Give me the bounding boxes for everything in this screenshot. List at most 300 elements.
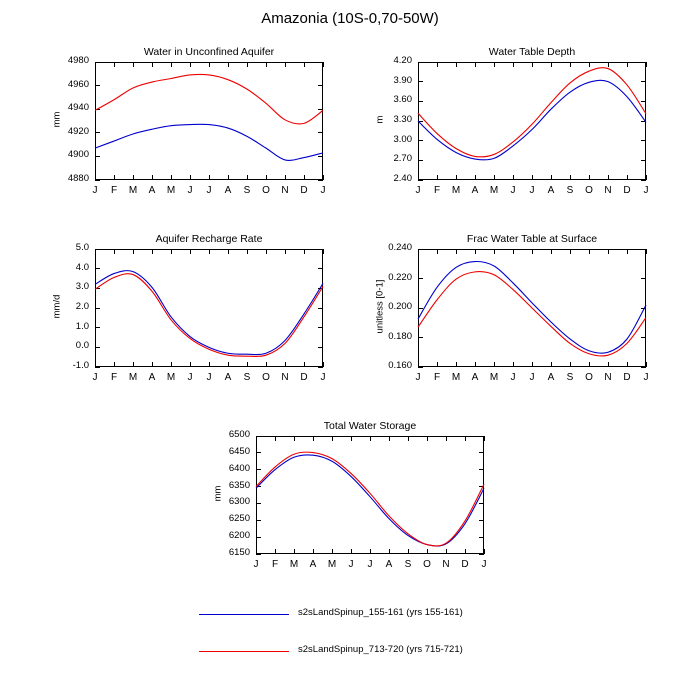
plot-frame: [95, 249, 323, 367]
series-line: [418, 262, 646, 354]
y-tick-mark: [641, 121, 646, 122]
x-tick-label: S: [566, 372, 574, 383]
x-tick-mark: [247, 249, 248, 254]
plot-frame: [418, 249, 646, 367]
x-tick-mark: [323, 62, 324, 67]
x-tick-mark: [570, 362, 571, 367]
x-tick-mark: [408, 549, 409, 554]
x-tick-mark: [646, 175, 647, 180]
y-tick-label: 4960: [67, 78, 89, 90]
series-line: [256, 455, 484, 546]
y-tick-mark: [418, 121, 423, 122]
y-tick-label: 6450: [228, 445, 250, 457]
x-tick-label: J: [643, 372, 649, 383]
x-tick-mark: [513, 175, 514, 180]
y-tick-label: 4900: [67, 149, 89, 161]
x-tick-label: J: [206, 185, 212, 196]
x-tick-mark: [437, 249, 438, 254]
y-tick-mark: [318, 308, 323, 309]
y-tick-label: 0.200: [388, 301, 412, 312]
x-tick-mark: [323, 249, 324, 254]
x-tick-mark: [285, 62, 286, 67]
x-tick-mark: [209, 249, 210, 254]
x-tick-label: A: [471, 372, 479, 383]
y-tick-mark: [641, 62, 646, 63]
chart-title: Frac Water Table at Surface: [466, 233, 598, 245]
y-tick-mark: [479, 503, 484, 504]
y-tick-mark: [418, 62, 423, 63]
x-tick-mark: [456, 362, 457, 367]
x-tick-label: M: [128, 185, 138, 196]
series-line: [95, 274, 323, 357]
y-tick-label: 4.0: [75, 261, 89, 273]
x-tick-mark: [114, 362, 115, 367]
x-tick-label: F: [110, 372, 118, 383]
x-tick-label: A: [547, 372, 555, 383]
x-tick-mark: [247, 175, 248, 180]
y-tick-label: 3.90: [393, 74, 412, 86]
y-tick-mark: [95, 249, 100, 250]
x-tick-mark: [646, 62, 647, 67]
x-tick-mark: [332, 549, 333, 554]
chart-title: Aquifer Recharge Rate: [155, 233, 263, 245]
x-tick-label: F: [271, 559, 279, 570]
x-tick-mark: [408, 436, 409, 441]
x-tick-label: D: [623, 185, 631, 196]
x-tick-mark: [351, 549, 352, 554]
x-tick-mark: [370, 436, 371, 441]
x-tick-label: M: [289, 559, 299, 570]
x-tick-mark: [114, 62, 115, 67]
x-tick-mark: [494, 175, 495, 180]
y-tick-mark: [256, 554, 261, 555]
x-tick-mark: [266, 175, 267, 180]
y-tick-mark: [479, 486, 484, 487]
x-tick-mark: [275, 436, 276, 441]
series-line: [418, 272, 646, 356]
x-tick-mark: [427, 549, 428, 554]
x-tick-mark: [475, 62, 476, 67]
y-tick-label: 0.240: [388, 242, 412, 253]
x-tick-mark: [285, 175, 286, 180]
x-tick-label: S: [243, 185, 251, 196]
x-tick-mark: [627, 175, 628, 180]
y-tick-mark: [479, 537, 484, 538]
x-tick-mark: [608, 249, 609, 254]
x-tick-label: M: [128, 372, 138, 383]
y-tick-label: -1.0: [72, 360, 89, 371]
x-tick-mark: [351, 436, 352, 441]
x-tick-mark: [256, 549, 257, 554]
x-tick-mark: [570, 175, 571, 180]
y-axis-label: unitless [0-1]: [374, 279, 386, 334]
y-tick-mark: [318, 327, 323, 328]
y-tick-mark: [95, 288, 100, 289]
y-tick-label: 6250: [228, 513, 250, 525]
y-axis-label: mm/d: [51, 294, 63, 319]
x-tick-label: D: [623, 372, 631, 383]
x-tick-mark: [294, 436, 295, 441]
y-axis-label: mm: [51, 111, 63, 128]
x-tick-label: J: [206, 372, 212, 383]
x-tick-mark: [608, 62, 609, 67]
x-tick-mark: [114, 175, 115, 180]
x-tick-mark: [627, 362, 628, 367]
x-tick-mark: [532, 175, 533, 180]
x-tick-label: A: [148, 185, 156, 196]
x-tick-mark: [332, 436, 333, 441]
x-tick-mark: [266, 62, 267, 67]
x-tick-label: N: [281, 185, 289, 196]
x-tick-mark: [323, 362, 324, 367]
y-tick-mark: [418, 160, 423, 161]
x-tick-label: J: [92, 185, 98, 196]
x-tick-mark: [608, 175, 609, 180]
y-tick-mark: [418, 278, 423, 279]
x-tick-label: S: [566, 185, 574, 196]
x-tick-mark: [475, 175, 476, 180]
y-tick-mark: [418, 101, 423, 102]
y-tick-label: 0.220: [388, 271, 412, 283]
y-tick-label: 6150: [228, 547, 250, 558]
y-tick-label: 6200: [228, 530, 250, 542]
x-tick-mark: [95, 62, 96, 67]
x-tick-mark: [484, 436, 485, 441]
x-tick-mark: [152, 249, 153, 254]
y-tick-label: 4880: [67, 173, 89, 184]
x-tick-label: D: [300, 185, 308, 196]
x-tick-mark: [475, 249, 476, 254]
x-tick-mark: [456, 62, 457, 67]
y-tick-mark: [418, 367, 423, 368]
x-tick-mark: [133, 249, 134, 254]
y-tick-mark: [95, 268, 100, 269]
y-tick-mark: [479, 520, 484, 521]
x-tick-mark: [133, 362, 134, 367]
x-tick-mark: [532, 362, 533, 367]
y-axis-label: m: [374, 115, 386, 124]
y-tick-label: 5.0: [75, 242, 89, 253]
y-tick-label: 6300: [228, 496, 250, 508]
x-tick-label: A: [148, 372, 156, 383]
x-tick-mark: [171, 175, 172, 180]
y-tick-label: 3.0: [75, 281, 89, 293]
y-tick-label: 2.0: [75, 301, 89, 312]
x-tick-mark: [190, 249, 191, 254]
y-tick-mark: [318, 268, 323, 269]
x-tick-mark: [313, 549, 314, 554]
y-tick-mark: [641, 337, 646, 338]
x-tick-mark: [446, 436, 447, 441]
y-tick-label: 4980: [67, 55, 89, 66]
x-tick-mark: [370, 549, 371, 554]
x-tick-label: M: [166, 372, 176, 383]
x-tick-label: N: [604, 185, 612, 196]
x-tick-label: D: [461, 559, 469, 570]
x-tick-label: J: [367, 559, 373, 570]
y-tick-mark: [479, 469, 484, 470]
x-tick-label: J: [320, 185, 326, 196]
x-tick-mark: [266, 362, 267, 367]
y-tick-mark: [418, 140, 423, 141]
x-tick-mark: [95, 249, 96, 254]
x-tick-mark: [313, 436, 314, 441]
x-tick-label: A: [547, 185, 555, 196]
y-tick-label: 0.160: [388, 360, 412, 371]
series-line: [95, 124, 323, 160]
x-tick-mark: [627, 249, 628, 254]
x-tick-mark: [475, 362, 476, 367]
x-tick-mark: [646, 362, 647, 367]
y-tick-label: 2.40: [393, 173, 412, 184]
plot-frame: [256, 436, 484, 554]
x-tick-label: J: [643, 185, 649, 196]
x-tick-mark: [209, 62, 210, 67]
x-tick-mark: [171, 249, 172, 254]
y-tick-mark: [479, 554, 484, 555]
x-tick-mark: [494, 62, 495, 67]
y-tick-mark: [95, 109, 100, 110]
y-tick-mark: [641, 81, 646, 82]
x-tick-mark: [256, 436, 257, 441]
x-tick-mark: [418, 249, 419, 254]
page-title: Amazonia (10S-0,70-50W): [261, 10, 439, 27]
x-tick-label: F: [110, 185, 118, 196]
x-tick-mark: [513, 62, 514, 67]
x-tick-mark: [389, 436, 390, 441]
x-tick-label: M: [489, 372, 499, 383]
y-tick-mark: [318, 249, 323, 250]
x-tick-mark: [152, 62, 153, 67]
x-tick-mark: [133, 62, 134, 67]
x-tick-label: O: [262, 185, 270, 196]
x-tick-label: J: [529, 185, 535, 196]
x-tick-mark: [285, 362, 286, 367]
x-tick-mark: [418, 362, 419, 367]
x-tick-mark: [589, 249, 590, 254]
x-tick-mark: [627, 62, 628, 67]
x-tick-label: J: [510, 372, 516, 383]
x-tick-label: F: [433, 185, 441, 196]
x-tick-mark: [551, 249, 552, 254]
y-tick-mark: [479, 452, 484, 453]
x-tick-label: N: [281, 372, 289, 383]
x-tick-mark: [570, 62, 571, 67]
legend-label: s2sLandSpinup_713-720 (yrs 715-721): [298, 644, 463, 655]
y-tick-mark: [95, 132, 100, 133]
y-tick-label: 4.20: [393, 55, 412, 66]
y-tick-mark: [318, 288, 323, 289]
x-tick-mark: [389, 549, 390, 554]
y-tick-label: 0.180: [388, 330, 412, 342]
x-tick-mark: [437, 62, 438, 67]
x-tick-mark: [437, 362, 438, 367]
x-tick-label: M: [327, 559, 337, 570]
x-tick-label: O: [262, 372, 270, 383]
y-tick-mark: [95, 308, 100, 309]
y-tick-mark: [95, 85, 100, 86]
x-tick-mark: [228, 362, 229, 367]
x-tick-label: J: [348, 559, 354, 570]
x-tick-mark: [532, 62, 533, 67]
x-tick-label: D: [300, 372, 308, 383]
x-tick-mark: [589, 175, 590, 180]
x-tick-mark: [209, 175, 210, 180]
y-tick-mark: [641, 308, 646, 309]
x-tick-mark: [304, 249, 305, 254]
y-tick-mark: [95, 180, 100, 181]
y-tick-mark: [418, 249, 423, 250]
x-tick-label: S: [243, 372, 251, 383]
y-tick-label: 3.30: [393, 114, 412, 125]
y-axis-label: mm: [212, 485, 224, 502]
legend-label: s2sLandSpinup_155-161 (yrs 155-161): [298, 607, 463, 618]
x-tick-mark: [247, 362, 248, 367]
y-tick-mark: [641, 367, 646, 368]
x-tick-mark: [152, 175, 153, 180]
y-tick-mark: [641, 140, 646, 141]
x-tick-mark: [114, 249, 115, 254]
x-tick-mark: [95, 175, 96, 180]
x-tick-label: F: [433, 372, 441, 383]
x-tick-mark: [532, 249, 533, 254]
x-tick-label: N: [442, 559, 450, 570]
x-tick-label: J: [320, 372, 326, 383]
y-tick-mark: [318, 109, 323, 110]
x-tick-mark: [304, 62, 305, 67]
x-tick-mark: [95, 362, 96, 367]
x-tick-mark: [323, 175, 324, 180]
y-tick-mark: [318, 85, 323, 86]
y-tick-mark: [256, 537, 261, 538]
x-tick-label: J: [187, 185, 193, 196]
y-tick-mark: [95, 347, 100, 348]
y-tick-label: 0.0: [75, 340, 89, 352]
x-tick-mark: [589, 62, 590, 67]
x-tick-mark: [190, 175, 191, 180]
y-tick-mark: [318, 156, 323, 157]
y-tick-mark: [418, 337, 423, 338]
y-tick-mark: [318, 367, 323, 368]
x-tick-label: J: [187, 372, 193, 383]
plot-frame: [95, 62, 323, 180]
y-tick-mark: [641, 180, 646, 181]
series-line: [418, 68, 646, 157]
x-tick-mark: [304, 175, 305, 180]
x-tick-mark: [551, 62, 552, 67]
x-tick-mark: [294, 549, 295, 554]
series-line: [256, 452, 484, 546]
y-tick-label: 1.0: [75, 320, 89, 332]
x-tick-mark: [190, 62, 191, 67]
y-tick-mark: [641, 101, 646, 102]
y-tick-mark: [641, 278, 646, 279]
x-tick-label: M: [166, 185, 176, 196]
y-tick-label: 3.60: [393, 94, 412, 106]
y-tick-mark: [256, 436, 261, 437]
x-tick-mark: [437, 175, 438, 180]
y-tick-mark: [256, 503, 261, 504]
y-tick-mark: [95, 156, 100, 157]
x-tick-mark: [171, 62, 172, 67]
x-tick-label: A: [471, 185, 479, 196]
x-tick-mark: [465, 549, 466, 554]
x-tick-mark: [228, 175, 229, 180]
y-tick-label: 4920: [67, 125, 89, 137]
y-tick-mark: [641, 160, 646, 161]
legend-swatch: [199, 614, 289, 615]
y-tick-label: 3.00: [393, 133, 412, 145]
x-tick-label: O: [423, 559, 431, 570]
x-tick-label: O: [585, 372, 593, 383]
x-tick-label: O: [585, 185, 593, 196]
x-tick-mark: [228, 249, 229, 254]
x-tick-mark: [190, 362, 191, 367]
y-tick-mark: [95, 367, 100, 368]
y-tick-mark: [418, 308, 423, 309]
x-tick-mark: [228, 62, 229, 67]
x-tick-label: M: [489, 185, 499, 196]
series-line: [95, 271, 323, 355]
series-line: [418, 80, 646, 160]
y-tick-mark: [95, 327, 100, 328]
series-line: [95, 74, 323, 123]
y-tick-label: 6400: [228, 462, 250, 474]
y-tick-mark: [479, 436, 484, 437]
x-tick-mark: [446, 549, 447, 554]
x-tick-mark: [551, 175, 552, 180]
x-tick-mark: [247, 62, 248, 67]
y-tick-mark: [256, 452, 261, 453]
x-tick-mark: [285, 249, 286, 254]
x-tick-label: J: [510, 185, 516, 196]
x-tick-mark: [418, 62, 419, 67]
y-tick-mark: [318, 180, 323, 181]
x-tick-mark: [304, 362, 305, 367]
y-tick-mark: [418, 81, 423, 82]
chart-title: Total Water Storage: [323, 420, 417, 432]
x-tick-label: J: [415, 185, 421, 196]
x-tick-label: J: [529, 372, 535, 383]
x-tick-mark: [494, 249, 495, 254]
x-tick-label: J: [92, 372, 98, 383]
x-tick-mark: [456, 175, 457, 180]
x-tick-label: J: [415, 372, 421, 383]
x-tick-mark: [589, 362, 590, 367]
y-tick-label: 6500: [228, 429, 250, 440]
y-tick-mark: [256, 469, 261, 470]
y-tick-label: 6350: [228, 479, 250, 491]
y-tick-label: 2.70: [393, 153, 412, 165]
x-tick-label: A: [309, 559, 317, 570]
x-tick-mark: [152, 362, 153, 367]
legend-swatch: [199, 651, 289, 652]
y-tick-mark: [641, 249, 646, 250]
x-tick-mark: [171, 362, 172, 367]
plot-frame: [418, 62, 646, 180]
x-tick-mark: [551, 362, 552, 367]
y-tick-mark: [318, 132, 323, 133]
x-tick-label: A: [224, 372, 232, 383]
y-tick-mark: [256, 486, 261, 487]
x-tick-label: J: [253, 559, 259, 570]
x-tick-label: S: [404, 559, 412, 570]
x-tick-label: M: [451, 372, 461, 383]
x-tick-mark: [484, 549, 485, 554]
x-tick-mark: [513, 249, 514, 254]
chart-title: Water in Unconfined Aquifer: [143, 46, 275, 58]
x-tick-mark: [646, 249, 647, 254]
